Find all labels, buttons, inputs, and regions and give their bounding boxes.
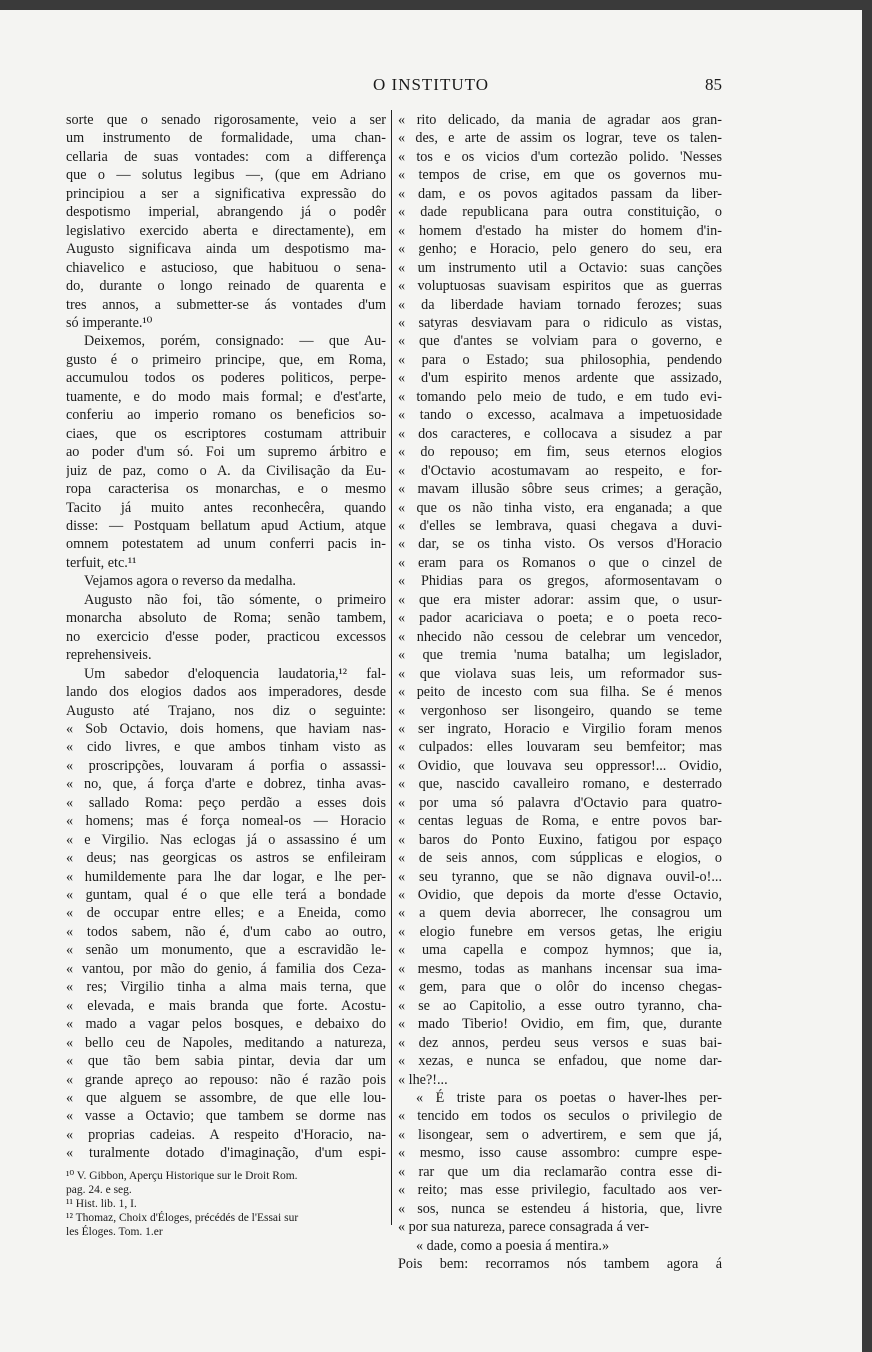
right_column-line: « dos caracteres, e collocava a sisudez a par	[398, 425, 722, 442]
left_column-line: só imperante.¹⁰	[66, 314, 153, 331]
left_column-line: « e Virgilio. Nas eclogas já o assassino é um	[66, 831, 386, 848]
right_column-line: « peito de incesto com sua filha. Se é menos	[398, 684, 722, 701]
right_column-line: « uma capella e compoz hymnos; que ia,	[398, 942, 722, 959]
right_column-line: « rito delicado, da mania de agradar aos gran-	[398, 112, 722, 128]
right_column-line: « vergonhoso ser lisongeiro, quando se teme	[398, 702, 722, 719]
right_column-line: « mesmo, isso cause assombro: cumpre espe-	[398, 1145, 722, 1162]
right_column-line: « dar, se os tinha visto. Os versos d'Horacio	[398, 536, 722, 553]
left_column-line: « elevada, e mais branda que forte. Acostu-	[66, 997, 386, 1014]
right_column-line: « Phidias para os gregos, aformosentavam o	[398, 573, 722, 590]
right_column-line: « d'elles se lembrava, quasi chegava a duvi-	[398, 517, 722, 534]
left_column-line: « vasse a Octavio; que tambem se dorme nas	[66, 1108, 386, 1125]
right_column-line: « lisongear, sem o advertirem, e sem que já,	[398, 1126, 722, 1143]
right_column-line: « se ao Capitolio, a esse outro tyranno, cha-	[398, 997, 722, 1014]
column-divider	[391, 110, 392, 1225]
left_column-line: que o — solutus legibus —, (que em Adriano	[66, 167, 386, 184]
footnotes-line: ¹¹ Hist. lib. 1, I.	[66, 1197, 137, 1210]
footnotes-line: pag. 24. e seg.	[66, 1183, 132, 1196]
right_column-line: « tempos de crise, em que os governos mu-	[398, 167, 722, 184]
left_column-line: « grande apreço ao repouso: não é razão pois	[66, 1071, 386, 1088]
left_column-line: « proscripções, louvaram á porfia o assassi-	[66, 757, 386, 774]
left_column-line: Augusto significava ainda um despotismo ma-	[66, 241, 386, 258]
right_column-line: « mavam illusão sôbre seus crimes; a geração,	[398, 481, 722, 498]
right_column-line: « dade, como a poesia á mentira.»	[416, 1237, 610, 1254]
right_column-line: « de seis annos, com súpplicas e elogios, o	[398, 850, 722, 867]
left_column-line: « homens; mas é força nomeal-os — Horacio	[66, 813, 386, 830]
footnotes-line: ¹² Thomaz, Choix d'Éloges, précédés de l'Essai sur	[66, 1211, 299, 1224]
left_column-line: « cido livres, e que ambos tinham visto as	[66, 739, 386, 756]
left_column-line: Augusto até Trajano, nos diz o seguinte:	[66, 702, 386, 719]
left_column-line: « mado a vagar pelos bosques, e debaixo do	[66, 1016, 386, 1033]
right_column-line: « seu tyranno, que se não dignava ouvil-o!...	[398, 868, 722, 885]
right_column-line: « eram para os Romanos o que o cinzel de	[398, 554, 722, 571]
right_column-line: « da liberdade haviam tornado ferozes; suas	[398, 296, 722, 313]
right_column-line: « baros do Ponto Euxino, fatigou por espaço	[398, 831, 722, 848]
right_column-line: « sos, nunca se estendeu á historia, que, livre	[398, 1200, 722, 1217]
left_column-line: « Sob Octavio, dois homens, que haviam nas-	[66, 720, 386, 737]
right_column-line: « mado Tiberio! Ovidio, em fim, que, durante	[398, 1016, 722, 1033]
right_column-line: « tos e os vicios d'um cortezão polido. 'Nesses	[398, 148, 722, 165]
left_column-line: Tacito já muito antes reconhecêra, quando	[66, 499, 386, 516]
right_column-line: « dade republicana para outra constituição, o	[398, 204, 722, 221]
left_column-line: despotismo imperial, abrangendo já o podêr	[66, 204, 386, 221]
left_column-line: « senão um monumento, que a escravidão le-	[66, 942, 386, 959]
left_column-line: Deixemos, porém, consignado: — que Au-	[84, 333, 386, 350]
left_column-line: « de occupar entre elles; e a Eneida, como	[66, 905, 386, 922]
right_column-line: « Ovidio, que louvava seu oppressor!... Ovidio,	[398, 757, 722, 774]
right_column-line: « lhe?!...	[398, 1071, 448, 1088]
left_column-line: ropa caracterisa os monarchas, e o mesmo	[66, 481, 386, 498]
left-column-text	[66, 111, 386, 1163]
left_column-line: disse: — Postquam bellatum apud Actium, atque	[66, 517, 386, 534]
left_column-line: terfuit, etc.¹¹	[66, 554, 137, 571]
left_column-line: Um sabedor d'eloquencia laudatoria,¹² fal-	[84, 665, 386, 682]
left_column-line: Vejamos agora o reverso da medalha.	[84, 573, 296, 590]
right_column-line: « reito; mas esse privilegio, facultado aos ver-	[398, 1182, 722, 1199]
right_column-line: « para o Estado; sua philosophia, pendendo	[398, 351, 722, 368]
right_column-line: « tomando pelo meio de tudo, e em tudo evi-	[398, 388, 722, 405]
right_column-line: « rar que um dia reclamarão contra esse di-	[398, 1163, 722, 1180]
right_column-line: « Ovidio, que depois da morte d'esse Octavio,	[398, 887, 722, 904]
left_column-line: juiz de paz, como o A. da Civilisação da Eu-	[66, 462, 386, 479]
left_column-line: « proprias cadeias. A respeito d'Horacio, na-	[66, 1126, 386, 1143]
right_column-line: « um instrumento util a Octavio: suas canções	[398, 259, 722, 276]
left_column-line: no exercicio d'esse poder, practicou excessos	[66, 628, 386, 645]
left_column-line: sorte que o senado rigorosamente, veio a ser	[66, 112, 386, 128]
right_column-line: « por sua natureza, parece consagrada á ver-	[398, 1219, 650, 1236]
page-number: 85	[705, 75, 722, 94]
right_column-line: « nhecido não cessou de celebrar um vencedor,	[398, 628, 722, 645]
left_column-line: « que alguem se assombre, de que elle lou-	[66, 1090, 386, 1107]
right_column-line: « d'Octavio acostumavam ao respeito, e for-	[398, 462, 722, 479]
right_column-line: « tencido em todos os seculos o privilegio de	[398, 1108, 722, 1125]
left_column-line: um instrumento de formalidade, uma chan-	[66, 130, 386, 147]
right_column-line: « que tremia 'numa batalha; um legislador,	[398, 647, 722, 664]
left_column-line: « sallado Roma: peço perdão a esses dois	[66, 794, 386, 811]
right_column-line: « É triste para os poetas o haver-lhes per-	[416, 1090, 722, 1107]
right_column-line: « mesmo, todas as manhans incensar sua ima-	[398, 960, 722, 977]
left_column-line: reprehensiveis.	[66, 647, 152, 664]
right_column-line: Pois bem: recorramos nós tambem agora á	[398, 1256, 722, 1273]
left_column-line: « humildemente para lhe dar logar, e lhe per-	[66, 868, 386, 885]
right_column-line: « gem, para que o olôr do incenso chegas-	[398, 979, 722, 996]
right_column-line: « voluptuosas suavisam espiritos que as guerras	[398, 278, 722, 295]
left_column-line: « bello ceu de Napoles, meditando a natureza,	[66, 1034, 386, 1051]
left_column-line: accumulou todos os poderes politicos, perpe-	[66, 370, 386, 387]
left_column-line: Augusto não foi, tão sómente, o primeiro	[84, 591, 386, 608]
left_column-line: conferiu ao imperio romano os beneficios so-	[66, 407, 386, 424]
left_column-line: ciaes, que os escriptores costumam attribuir	[66, 425, 386, 442]
left_column-line: monarcha absoluto de Roma; senão tambem,	[66, 610, 386, 627]
left_column-line: « todos sabem, não é, d'um cabo ao outro,	[66, 923, 386, 940]
left_column-line: tres annos, a submetter-se ás vontades d'um	[66, 296, 386, 313]
footnotes-line: les Éloges. Tom. 1.er	[66, 1225, 163, 1238]
right_column-line: « que violava suas leis, um reformador sus-	[398, 665, 722, 682]
right_column-line: « tando o excesso, acalmava a impetuosidade	[398, 407, 722, 424]
right_column-line: « dez annos, perdeu seus versos e suas bai-	[398, 1034, 722, 1051]
left_column-line: legislativo exercido aberta e directamente), em	[66, 222, 386, 239]
right-column-text	[398, 111, 722, 1274]
right_column-line: « satyras desviavam para o ridiculo as vistas,	[398, 314, 722, 331]
right_column-line: « d'um espirito menos ardente que assizado,	[398, 370, 722, 387]
left_column-line: « vantou, por mão do genio, á familia dos Ceza-	[66, 960, 386, 977]
right_column-line: « que os não tinha visto, era enganada; a que	[398, 499, 722, 516]
left_column-line: chiavelico e astucioso, que habituou o sena-	[66, 259, 386, 276]
right_column-line: « ser ingrato, Horacio e Virgilio foram menos	[398, 720, 722, 737]
right_column-line: « homem d'estado ha mister do homem d'in-	[398, 222, 722, 239]
left_column-line: « turalmente dotado d'imaginação, d'um espi-	[66, 1145, 386, 1162]
left_column-line: gusto é o primeiro principe, que, em Roma,	[66, 351, 386, 368]
book-page	[0, 10, 862, 1352]
left_column-line: « guntam, qual é o que elle terá a bondade	[66, 887, 386, 904]
right_column-line: « por uma só palavra d'Octavio para quatro-	[398, 794, 722, 811]
left_column-line: « deus; nas georgicas os astros se enfileiram	[66, 850, 386, 867]
left-column	[66, 111, 386, 1239]
left_column-line: « res; Virgilio tinha a alma mais terna, que	[66, 979, 386, 996]
left_column-line: « que tão bem sabia pintar, devia dar um	[66, 1053, 386, 1070]
right_column-line: « culpados: elles louvaram seu bemfeitor; mas	[398, 739, 722, 756]
left_column-line: omnem potestatem ad unum conferri pacis in-	[66, 536, 386, 553]
right_column-line: « do repouso; em fim, seus eternos elogios	[398, 444, 722, 461]
right_column-line: « dam, e os povos agitados passam da liber-	[398, 185, 722, 202]
right_column-line: « genho; e Horacio, pelo genero do seu, era	[398, 241, 722, 258]
right_column-line: « des, e arte de assim os lograr, teve os talen-	[398, 130, 722, 147]
right_column-line: « que, nascido cavalleiro romano, e desterrado	[398, 776, 722, 793]
right_column-line: « que era mister adorar: assim que, o usur-	[398, 591, 722, 608]
left_column-line: tuamente, e do modo mais formal; e d'est'arte,	[66, 388, 386, 405]
left_column-line: do, durante o longo reinado de quarenta e	[66, 278, 386, 295]
left_column-line: lando dos elogios dados aos imperadores, desde	[66, 684, 386, 701]
left_column-line: cellaria de suas vontades: com a differença	[66, 148, 386, 165]
footnotes	[66, 1169, 386, 1239]
right_column-line: « que d'antes se volviam para o governo, e	[398, 333, 722, 350]
left_column-line: « no, que, á força d'arte e dobrez, tinha avas-	[66, 776, 386, 793]
right_column-line: « elogio funebre em versos getas, lhe erigiu	[398, 923, 722, 940]
right_column-line: « pador acariciava o poeta; e o poeta reco-	[398, 610, 722, 627]
right_column-line: « a quem devia aborrecer, lhe consagrou um	[398, 905, 722, 922]
left_column-line: principiou a ser a significativa expressão do	[66, 185, 386, 202]
right-column	[398, 111, 722, 1274]
right_column-line: « xezas, e nunca se enfadou, que nome dar-	[398, 1053, 722, 1070]
footnotes-line: ¹⁰ V. Gibbon, Aperçu Historique sur le Droit Rom.	[66, 1169, 298, 1182]
running-head: O INSTITUTO	[373, 75, 489, 94]
right_column-line: « centas leguas de Roma, e entre povos bar-	[398, 813, 722, 830]
left_column-line: ao poder d'um só. Foi um supremo árbitro e	[66, 444, 386, 461]
